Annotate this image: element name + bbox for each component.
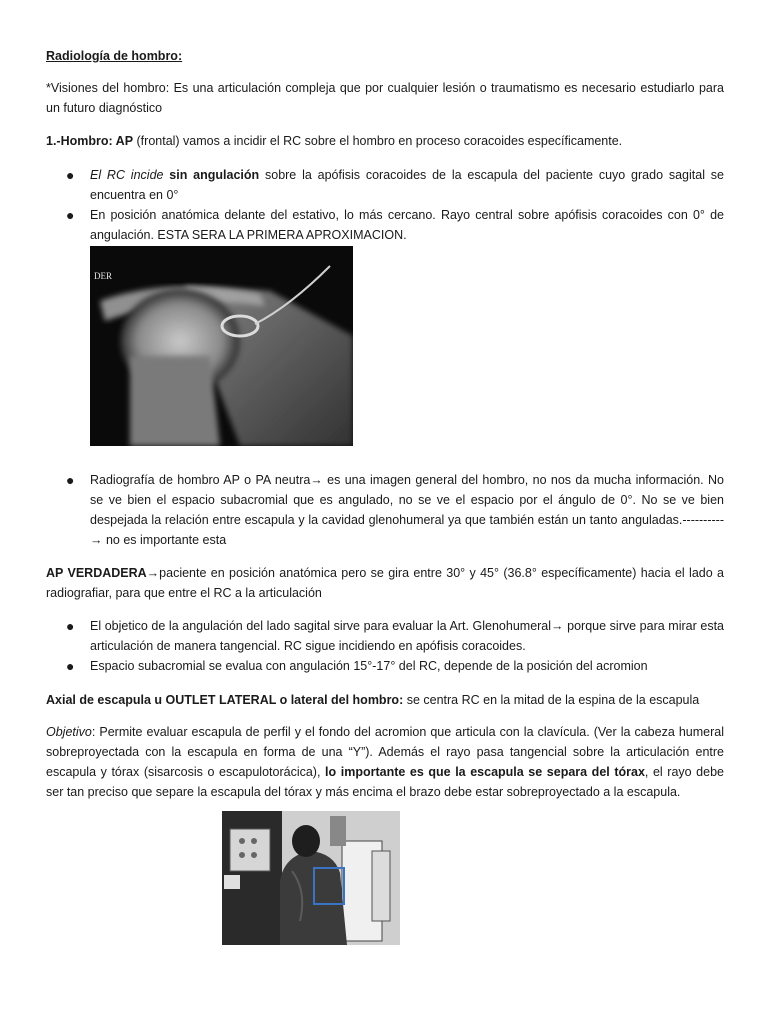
xray-drawing [90, 246, 353, 446]
xray-side-marker: DER [94, 271, 112, 281]
bullet-icon: ● [66, 618, 75, 634]
list-item: ● Espacio subacromial se evalua con angulación 15°-17° del RC, depende de la posición del acromion [66, 658, 648, 674]
bullet-icon: ● [66, 207, 75, 223]
objetivo-paragraph: Objetivo: Permite evaluar escapula de perfil y el fondo del acromion que articula con la clavícula. (Ver la cabeza humeral sobreproyectada con la escapula en forma de una “Y”). Además el rayo pasa tangencial sobre la articulación entre escapula y tórax (sisarcosis o escapulotorácica), lo importante es que la escapula se separa del tórax, el rayo debe ser tan preciso que separe la escapula del tórax y más encima el brazo debe estar sobreproyectado a la escapula. [46, 725, 724, 799]
patient-positioning-photo [222, 811, 400, 945]
ap-verdadera-paragraph: AP VERDADERA→paciente en posición anatómica pero se gira entre 30° y 45° (36.8° específicamente) hacia el lado a radiografiar, para que entre el RC a la articulación [46, 566, 724, 600]
section1-heading-rest: (frontal) vamos a incidir el RC sobre el hombro en proceso coracoides específicamente. [133, 134, 623, 148]
page-title: Radiología de hombro: [46, 49, 183, 63]
photo-drawing [222, 811, 400, 945]
axial-paragraph: Axial de escapula u OUTLET LATERAL o lateral del hombro: se centra RC en la mitad de la espina de la escapula [46, 693, 700, 707]
bullet-icon: ● [66, 167, 75, 183]
bullet-icon: ● [66, 472, 75, 488]
list-item: ● Radiografía de hombro AP o PA neutra→ es una imagen general del hombro, no nos da mucha información. No se ve bien el espacio subacromial que es angulado, no se ve el espacio por el ángulo de 0°. No se ve bien despejada la relación entre escapula y la cavidad glenohumeral ya que también están un tanto anguladas.----------→ no es importante esta [66, 472, 724, 547]
bullet-icon: ● [66, 658, 75, 674]
shoulder-xray-image [90, 246, 353, 446]
list-item: ● El objetico de la angulación del lado sagital sirve para evaluar la Art. Glenohumeral→ porque sirve para mirar esta articulación de manera tangencial. RC sigue incidiendo en apófisis coracoides. [66, 618, 724, 653]
section1-bullet-list-2 [46, 470, 724, 550]
section1-heading [46, 131, 724, 151]
section1-bullet-list [46, 165, 724, 245]
ap-verdadera-bullet-list [46, 616, 724, 676]
section1-heading-bold: 1.-Hombro: AP [46, 134, 134, 148]
list-item: ● El RC incide sin angulación sobre la apófisis coracoides de la escapula del paciente cuyo grado sagital se encuentra en 0° [66, 167, 724, 202]
list-item: ● En posición anatómica delante del estativo, lo más cercano. Rayo central sobre apófisis coracoides con 0° de angulación. ESTA SERA LA PRIMERA APROXIMACION. [66, 207, 724, 242]
intro-paragraph: *Visiones del hombro: Es una articulación compleja que por cualquier lesión o traumatismo es necesario estudiarlo para un futuro diagnóstico [46, 81, 724, 115]
